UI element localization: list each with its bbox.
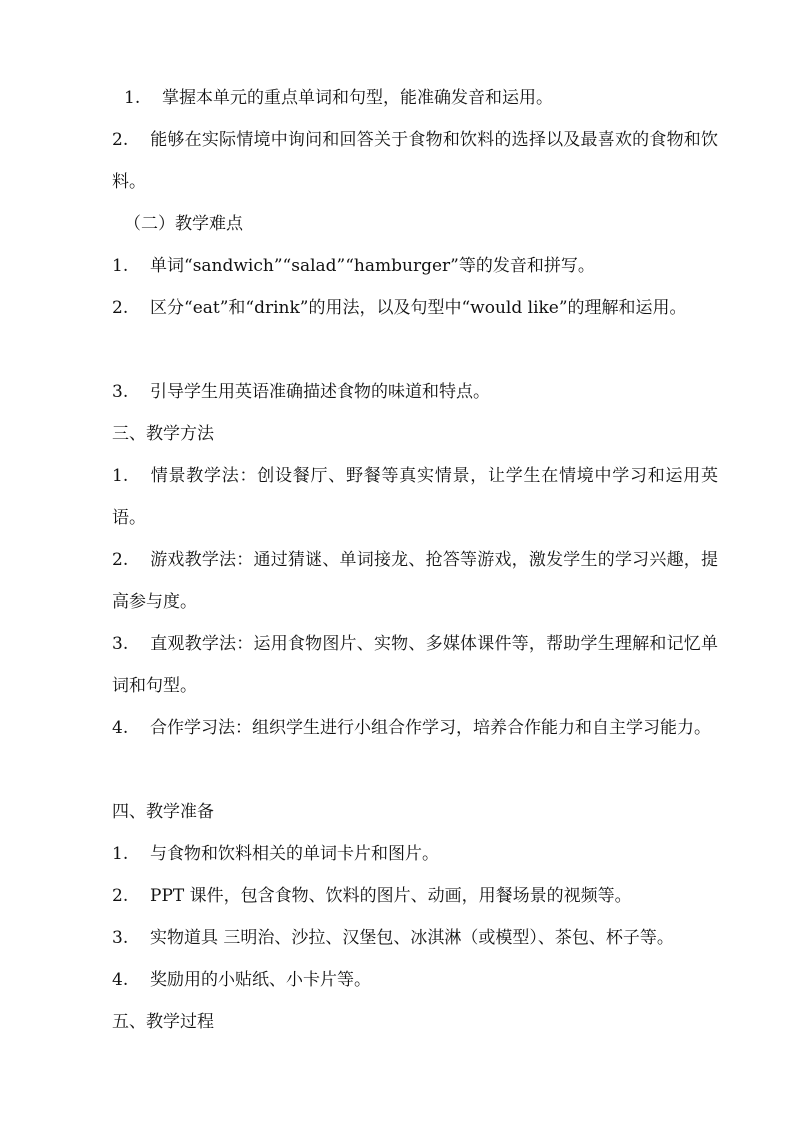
list-item — [112, 287, 718, 329]
item-text: 游戏教学法：通过猜谜、单词接龙、抢答等游戏，激发学生的学习兴趣，提高参与度。 — [112, 550, 718, 612]
list-item — [112, 539, 718, 623]
section-subheading: （二）教学难点 — [124, 214, 243, 234]
item-text: 掌握本单元的重点单词和句型，能准确发音和运用。 — [162, 88, 553, 108]
section-heading: 四、教学准备 — [112, 802, 214, 822]
list-item — [112, 707, 718, 749]
item-text: 直观教学法：运用食物图片、实物、多媒体课件等，帮助学生理解和记忆单词和句型。 — [112, 634, 718, 696]
item-text: 合作学习法：组织学生进行小组合作学习，培养合作能力和自主学习能力。 — [150, 718, 711, 738]
item-number: 4. — [112, 970, 129, 990]
section-heading: 三、教学方法 — [112, 424, 214, 444]
item-text: 引导学生用英语准确描述食物的味道和特点。 — [150, 382, 490, 402]
list-item — [112, 371, 718, 413]
list-item — [124, 77, 730, 119]
list-item — [112, 833, 718, 875]
item-number: 3. — [112, 634, 129, 654]
item-number: 3. — [112, 382, 129, 402]
item-text: 奖励用的小贴纸、小卡片等。 — [150, 970, 371, 990]
item-number: 3. — [112, 928, 129, 948]
item-text: 能够在实际情境中询问和回答关于食物和饮料的选择以及最喜欢的食物和饮料。 — [112, 130, 718, 192]
item-number: 2. — [112, 886, 129, 906]
list-item — [112, 119, 718, 203]
item-number: 1. — [112, 844, 129, 864]
list-item — [112, 917, 718, 959]
item-text: 与食物和饮料相关的单词卡片和图片。 — [150, 844, 439, 864]
item-number: 2. — [112, 550, 129, 570]
item-text: PPT 课件，包含食物、饮料的图片、动画，用餐场景的视频等。 — [150, 886, 632, 906]
item-number: 1. — [112, 466, 129, 486]
item-text: 单词“sandwich”“salad”“hamburger”等的发音和拼写。 — [150, 256, 595, 276]
item-number: 2. — [112, 298, 129, 318]
item-text: 情景教学法：创设餐厅、野餐等真实情景，让学生在情境中学习和运用英语。 — [112, 466, 718, 528]
list-item — [112, 245, 718, 287]
item-number: 1. — [124, 88, 141, 108]
item-number: 2. — [112, 130, 129, 150]
section-heading: 五、教学过程 — [112, 1012, 214, 1032]
item-text: 区分“eat”和“drink”的用法，以及句型中“would like”的理解和运用。 — [150, 298, 687, 318]
item-text: 实物道具 三明治、沙拉、汉堡包、冰淇淋（或模型）、茶包、杯子等。 — [150, 928, 674, 948]
list-item — [112, 455, 718, 539]
item-number: 4. — [112, 718, 129, 738]
item-number: 1. — [112, 256, 129, 276]
list-item — [112, 959, 718, 1001]
list-item — [112, 875, 718, 917]
list-item — [112, 623, 718, 707]
